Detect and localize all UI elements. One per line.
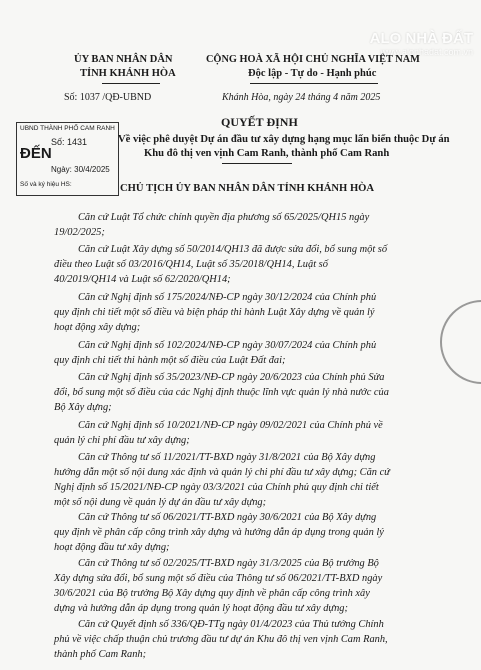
national-motto: Độc lập - Tự do - Hạnh phúc bbox=[248, 68, 377, 79]
national-title: CỘNG HOÀ XÃ HỘI CHỦ NGHĨA VIỆT NAM bbox=[206, 54, 420, 65]
paragraph-5 bbox=[54, 370, 454, 415]
subject-line1: Về việc phê duyệt Dự án đầu tư xây dựng hạng mục lấn biển thuộc Dự án bbox=[118, 134, 450, 145]
paragraph-line: 30/6/2021 của Bộ trưởng Bộ Xây dựng quy định về phân cấp công trình xây bbox=[54, 588, 370, 599]
paragraph-line: quy định chi tiết một số điều và biện pháp thi hành Luật Xây dựng về quản lý bbox=[54, 307, 375, 318]
paragraph-line: quy định chi tiết thi hành một số điều của Luật Đất đai; bbox=[54, 355, 286, 366]
paragraph-line: 19/02/2025; bbox=[54, 227, 105, 238]
stamp-file: Số và ký hiệu HS: bbox=[20, 181, 72, 188]
paragraph-3 bbox=[54, 290, 454, 335]
incoming-stamp bbox=[16, 122, 119, 196]
paragraph-10 bbox=[54, 617, 454, 662]
paragraph-2 bbox=[54, 242, 454, 287]
paragraph-line: Căn cứ Thông tư số 11/2021/TT-BXD ngày 31/8/2021 của Bộ Xây dựng bbox=[78, 452, 376, 463]
paragraph-line: hoạt động xây dựng; bbox=[54, 322, 141, 333]
paragraph-6 bbox=[54, 418, 454, 448]
paragraph-4 bbox=[54, 338, 454, 368]
paragraph-line: dựng và hướng dẫn áp dụng trong quản lý hoạt động đầu tư xây dựng; bbox=[54, 603, 348, 614]
paragraph-line: Căn cứ Nghị định số 175/2024/NĐ-CP ngày 30/12/2024 của Chính phủ bbox=[78, 292, 377, 303]
paragraph-1 bbox=[54, 210, 454, 240]
issue-date: Khánh Hòa, ngày 24 tháng 4 năm 2025 bbox=[222, 92, 381, 103]
paragraph-line: Căn cứ Nghị định số 35/2023/NĐ-CP ngày 20/6/2023 của Chính phủ Sửa bbox=[78, 372, 385, 383]
paragraph-line: Bộ Xây dựng; bbox=[54, 402, 112, 413]
subject-underline bbox=[222, 163, 292, 164]
paragraph-9 bbox=[54, 556, 454, 616]
paragraph-line: Căn cứ Luật Xây dựng số 50/2014/QH13 đã được sửa đổi, bổ sung một số bbox=[78, 244, 388, 255]
watermark-brand: ALO NHÀ ĐẤT bbox=[369, 30, 473, 47]
issuer-line1: ỦY BAN NHÂN DÂN bbox=[74, 54, 173, 65]
paragraph-8 bbox=[54, 510, 454, 555]
stamp-date: Ngày: 30/4/2025 bbox=[51, 165, 110, 174]
watermark-url: www.alonhadat.com.vn bbox=[380, 47, 473, 57]
paragraph-line: đổi, bổ sung một số điều của các Nghị định thuộc lĩnh vực quản lý nhà nước của bbox=[54, 387, 389, 398]
paragraph-line: Căn cứ Luật Tổ chức chính quyền địa phương số 65/2025/QH15 ngày bbox=[78, 212, 370, 223]
motto-underline bbox=[250, 83, 378, 84]
decision-title: QUYẾT ĐỊNH bbox=[221, 115, 298, 129]
paragraph-line: điều theo Luật số 03/2016/QH14, Luật số 35/2018/QH14, Luật số bbox=[54, 259, 328, 270]
watermark bbox=[370, 30, 473, 57]
paragraph-line: quy định về phân cấp công trình xây dựng và hướng dẫn áp dụng trong quản lý bbox=[54, 527, 384, 538]
paragraph-line: 40/2019/QH14 và Luật số 62/2020/QH14; bbox=[54, 274, 231, 285]
paragraph-line: Căn cứ Nghị định số 10/2021/NĐ-CP ngày 09/02/2021 của Chính phủ về bbox=[78, 420, 383, 431]
stamp-number: Số: 1431 bbox=[51, 137, 88, 147]
paragraph-7 bbox=[54, 450, 454, 510]
stamp-org: UBND THÀNH PHỐ CAM RANH bbox=[20, 125, 115, 132]
paragraph-line: hoạt động đầu tư xây dựng; bbox=[54, 542, 170, 553]
paragraph-line: hướng dẫn một số nội dung xác định và quản lý chi phí đầu tư xây dựng; Căn cứ bbox=[54, 467, 390, 478]
paragraph-line: Căn cứ Thông tư số 06/2021/TT-BXD ngày 30/6/2021 của Bộ Xây dựng bbox=[78, 512, 377, 523]
issuer-underline bbox=[102, 83, 160, 84]
paragraph-line: phủ về việc chấp thuận chủ trương đầu tư dự án Khu đô thị ven vịnh Cam Ranh, bbox=[54, 634, 388, 645]
paragraph-line: Căn cứ Quyết định số 336/QĐ-TTg ngày 01/4/2023 của Thủ tướng Chính bbox=[78, 619, 384, 630]
document-number: Số: 1037 /QĐ-UBND bbox=[64, 92, 152, 103]
paragraph-line: một số nội dung về quản lý dự án đầu tư xây dựng; bbox=[54, 497, 267, 508]
paragraph-line: quản lý chi phí đầu tư xây dựng; bbox=[54, 435, 190, 446]
authority-heading: CHỦ TỊCH ỦY BAN NHÂN DÂN TỈNH KHÁNH HÒA bbox=[120, 183, 375, 194]
paragraph-line: Căn cứ Nghị định số 102/2024/NĐ-CP ngày 30/07/2024 của Chính phủ bbox=[78, 340, 377, 351]
paragraph-line: Xây dựng sửa đổi, bổ sung một số điều của Thông tư số 06/2021/TT-BXD ngày bbox=[54, 573, 383, 584]
paragraph-line: Căn cứ Thông tư số 02/2025/TT-BXD ngày 31/3/2025 của Bộ trưởng Bộ bbox=[78, 558, 379, 569]
stamp-den: ĐẾN bbox=[20, 145, 52, 162]
issuer-line2: TỈNH KHÁNH HÒA bbox=[80, 68, 176, 79]
subject-line2: Khu đô thị ven vịnh Cam Ranh, thành phố Cam Ranh bbox=[144, 148, 390, 159]
paragraph-line: Nghị định số 15/2021/NĐ-CP ngày 03/3/2021 của Chính phủ quy định chi tiết bbox=[54, 482, 379, 493]
paragraph-line: thành phố Cam Ranh; bbox=[54, 649, 147, 660]
